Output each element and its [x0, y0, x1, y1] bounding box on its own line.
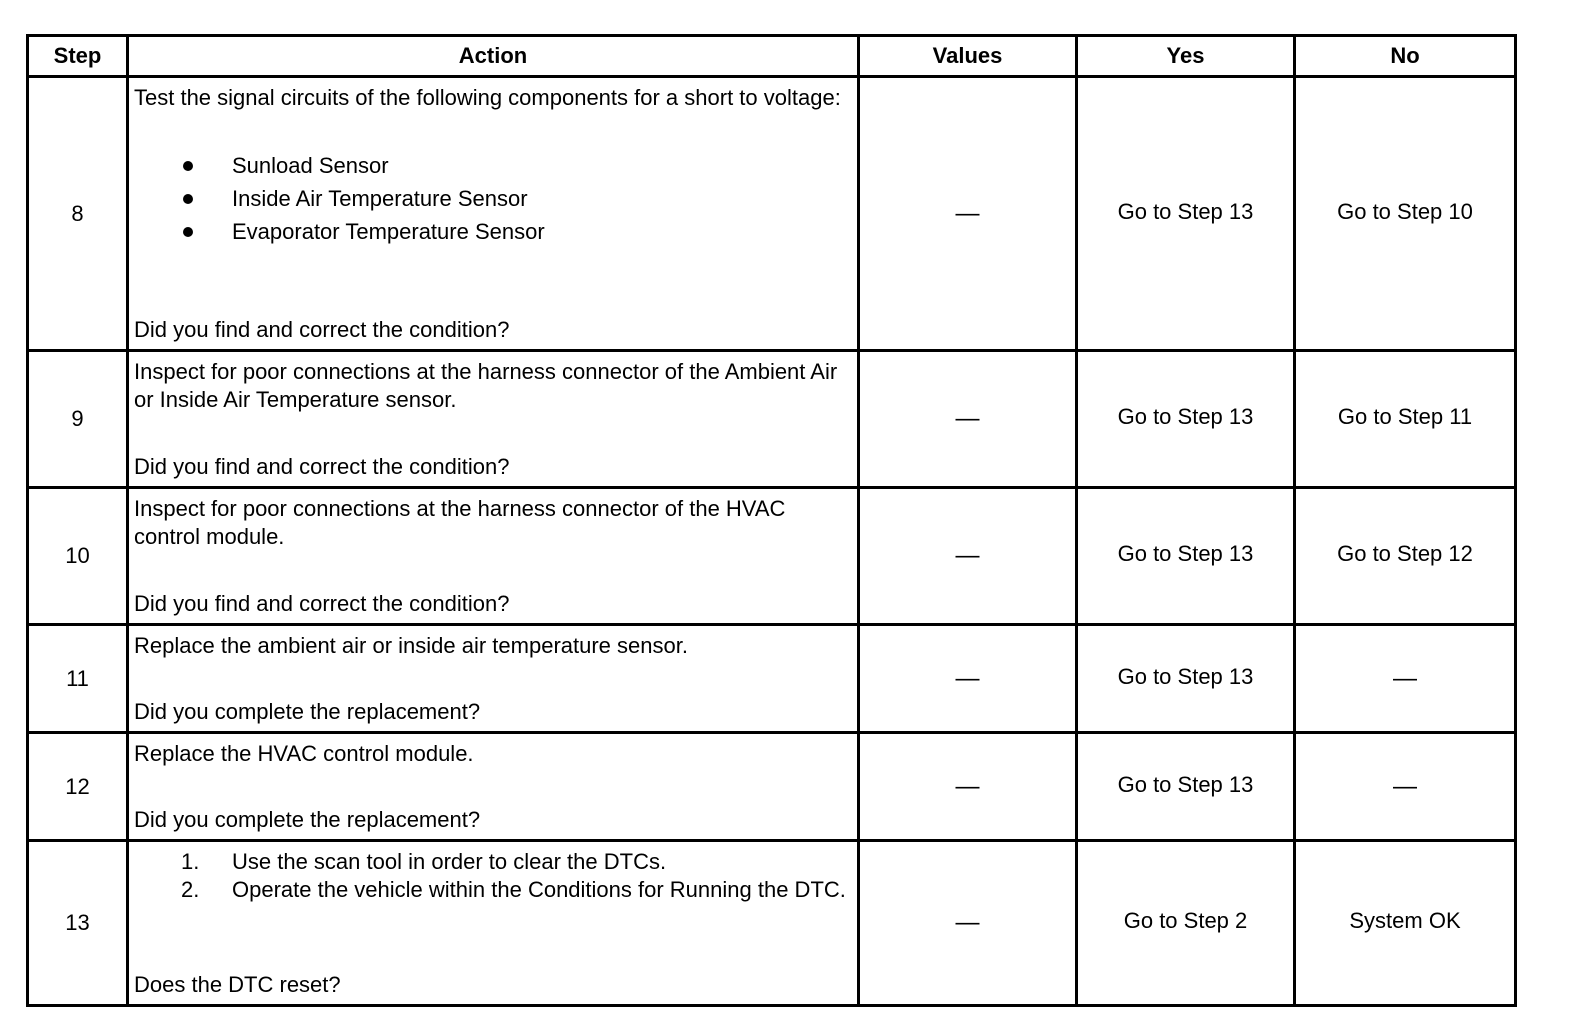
yes-cell [1077, 625, 1295, 733]
header-action: Action [128, 36, 859, 77]
action-question: Did you complete the replacement? [134, 698, 481, 724]
values-cell: — [859, 77, 1077, 351]
yes-cell [1077, 77, 1295, 351]
diagnostic-table [26, 34, 1517, 1007]
yes-cell [1077, 733, 1295, 841]
list-item: 1. Use the scan tool in order to clear the DTCs. [181, 848, 667, 874]
action-text: Inspect for poor connections at the harness connector of the HVAC control module. [134, 495, 786, 549]
procedure-list [134, 848, 847, 904]
bullet-icon [183, 161, 193, 171]
action-question: Did you find and correct the condition? [134, 453, 510, 479]
no-cell [1295, 351, 1516, 488]
action-text: Test the signal circuits of the following components for a short to voltage: [134, 84, 841, 110]
values-cell: — [859, 733, 1077, 841]
bullet-icon [183, 194, 193, 204]
no-cell [1295, 841, 1516, 1006]
action-cell [128, 488, 859, 625]
values-cell: — [859, 841, 1077, 1006]
step-number: 11 [28, 625, 128, 733]
action-text: Replace the HVAC control module. [134, 740, 474, 766]
no-text: System OK [1349, 908, 1461, 933]
table-row-step-12 [28, 733, 1516, 841]
table-row-step-9 [28, 351, 1516, 488]
action-cell [128, 77, 859, 351]
action-cell [128, 625, 859, 733]
action-cell [128, 841, 859, 1006]
yes-text: Go to Step 13 [1117, 404, 1254, 429]
yes-text: Go to Step 2 [1123, 908, 1248, 933]
yes-text: Go to Step 13 [1117, 198, 1254, 224]
no-cell [1295, 488, 1516, 625]
yes-text: Go to Step 13 [1117, 663, 1254, 689]
table-row-step-13 [28, 841, 1516, 1006]
list-item: Inside Air Temperature Sensor [134, 185, 847, 218]
bullet-icon [183, 227, 193, 237]
values-cell: — [859, 625, 1077, 733]
action-question: Did you complete the replacement? [134, 806, 481, 832]
action-question: Did you find and correct the condition? [134, 316, 510, 342]
action-question: Did you find and correct the condition? [134, 590, 510, 616]
table-row-step-8 [28, 77, 1516, 351]
header-no: No [1295, 36, 1516, 77]
header-row [28, 36, 1516, 77]
action-text: Replace the ambient air or inside air temperature sensor. [134, 632, 688, 658]
values-cell: — [859, 351, 1077, 488]
action-cell [128, 351, 859, 488]
step-number: 10 [28, 488, 128, 625]
no-text: Go to Step 12 [1337, 541, 1473, 566]
yes-text: Go to Step 13 [1117, 771, 1254, 797]
step-number: 8 [28, 77, 128, 351]
table-row-step-11 [28, 625, 1516, 733]
header-step: Step [28, 36, 128, 77]
header-values: Values [859, 36, 1077, 77]
step-number: 13 [28, 841, 128, 1006]
list-item: 2. Operate the vehicle within the Conditions for Running the DTC. [181, 876, 846, 902]
step-number: 12 [28, 733, 128, 841]
no-cell: — [1295, 625, 1516, 733]
no-text: Go to Step 10 [1337, 198, 1473, 224]
no-cell: — [1295, 733, 1516, 841]
no-text: Go to Step 11 [1337, 404, 1473, 429]
component-list [134, 152, 847, 251]
yes-cell [1077, 488, 1295, 625]
yes-cell [1077, 841, 1295, 1006]
yes-cell [1077, 351, 1295, 488]
list-item: Evaporator Temperature Sensor [134, 218, 847, 251]
header-yes: Yes [1077, 36, 1295, 77]
table-row-step-10 [28, 488, 1516, 625]
values-cell: — [859, 488, 1077, 625]
action-question: Does the DTC reset? [134, 971, 341, 997]
action-text: Inspect for poor connections at the harness connector of the Ambient Air or Inside Air Temperature sensor. [134, 358, 838, 412]
step-number: 9 [28, 351, 128, 488]
yes-text: Go to Step 13 [1117, 541, 1254, 566]
no-cell [1295, 77, 1516, 351]
list-item: Sunload Sensor [134, 152, 847, 185]
action-cell [128, 733, 859, 841]
